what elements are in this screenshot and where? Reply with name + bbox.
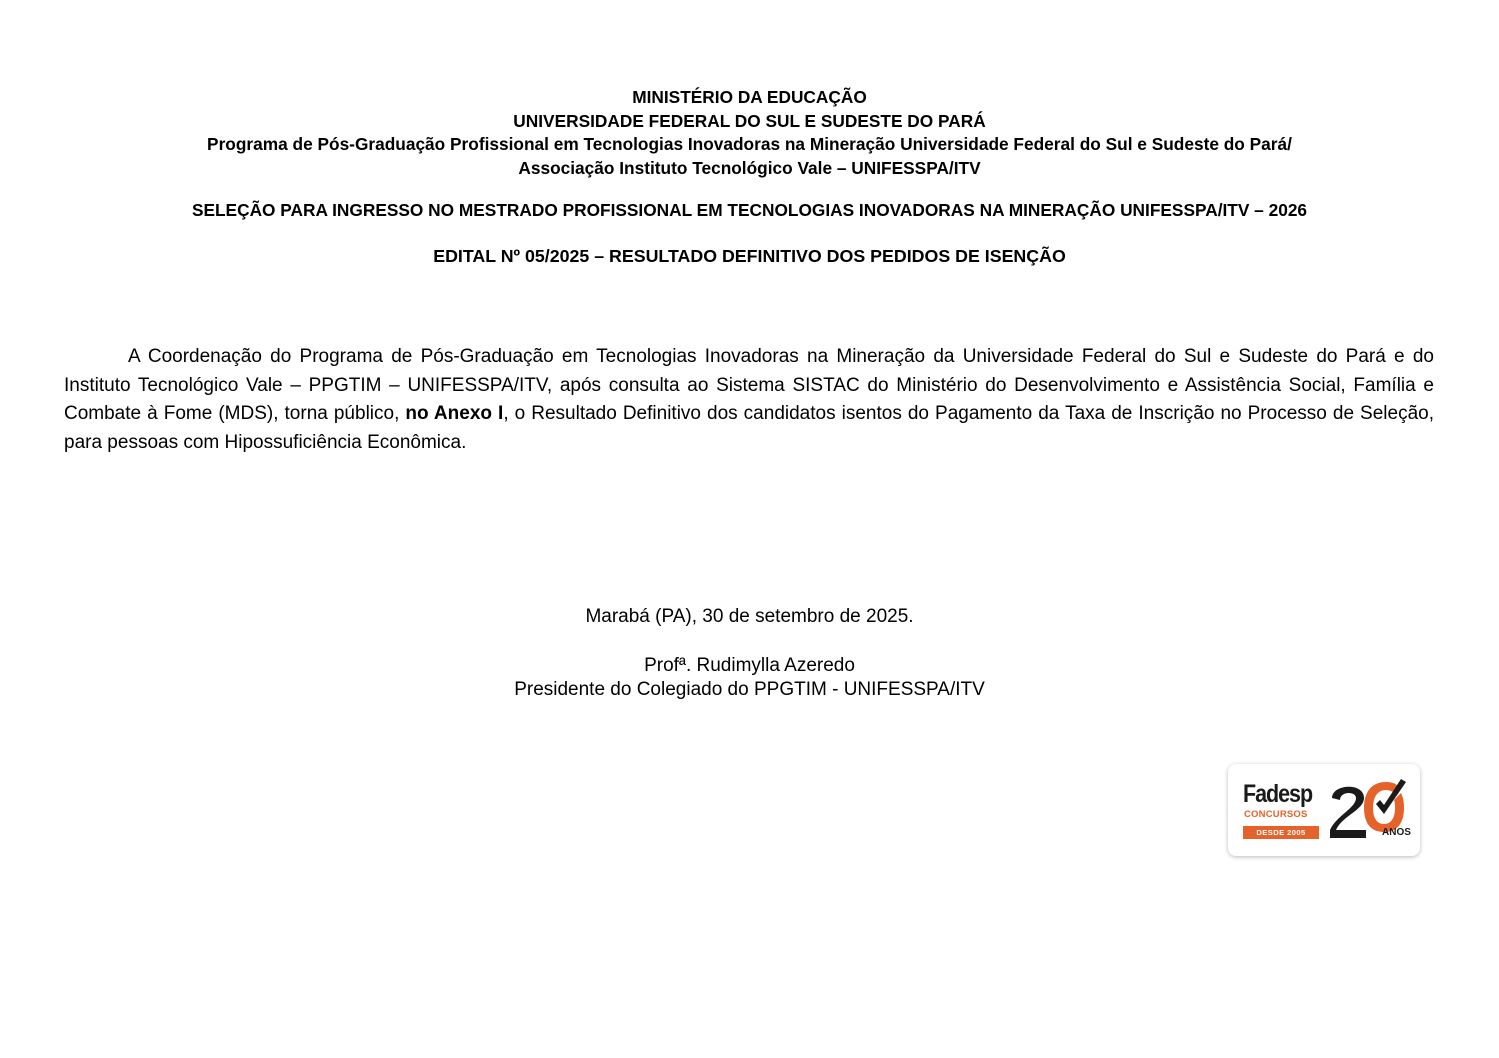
signature-block bbox=[0, 654, 1499, 702]
signer-name: Profª. Rudimylla Azeredo bbox=[644, 655, 855, 676]
institute-title: Associação Instituto Tecnológico Vale – UNIFESSPA/ITV bbox=[518, 157, 981, 178]
signer-role: Presidente do Colegiado do PPGTIM - UNIFESSPA/ITV bbox=[514, 679, 985, 700]
logo-brand-text: Fadesp bbox=[1243, 780, 1313, 808]
edital-title: EDITAL Nº 05/2025 – RESULTADO DEFINITIVO DOS PEDIDOS DE ISENÇÃO bbox=[433, 246, 1066, 266]
body-text-part2: , o Resultado Definitivo dos candidatos isentos do Pagamento da Taxa de Inscrição no Processo de Seleção, para pessoas com Hipossuficiência Econômica. bbox=[64, 403, 1434, 453]
place-date: Marabá (PA), 30 de setembro de 2025. bbox=[585, 606, 914, 627]
fadesp-logo bbox=[1228, 764, 1420, 856]
logo-anos-text: ANOS bbox=[1382, 827, 1411, 838]
selection-title: SELEÇÃO PARA INGRESSO NO MESTRADO PROFISSIONAL EM TECNOLOGIAS INOVADORAS NA MINERAÇÃO UNIFESSPA/ITV – 2026 bbox=[191, 200, 1308, 220]
body-paragraph bbox=[64, 343, 1434, 457]
university-title: UNIVERSIDADE FEDERAL DO SUL E SUDESTE DO PARÁ bbox=[513, 110, 986, 131]
logo-since-badge: DESDE 2005 bbox=[1243, 826, 1319, 839]
body-text-bold: no Anexo I bbox=[405, 403, 504, 424]
body-text-part1: A Coordenação do Programa de Pós-Graduação em Tecnologias Inovadoras na Mineração da Universidade Federal do Sul e Sudeste do Pará e do Instituto Tecnológico Vale – PPGTIM – UNIFESSPA/ITV, após consulta ao Sistema SISTAC do Ministério do Desenvolvimento e Assistência Social, Família e Combate à Fome (MDS), torna público, bbox=[64, 346, 1434, 424]
logo-concursos-text: CONCURSOS bbox=[1244, 809, 1308, 820]
document-header bbox=[0, 86, 1499, 180]
program-title: Programa de Pós-Graduação Profissional em Tecnologias Inovadoras na Mineração Universidade Federal do Sul e Sudeste do Pará/ bbox=[207, 134, 1292, 154]
ministry-title: MINISTÉRIO DA EDUCAÇÃO bbox=[632, 87, 867, 107]
